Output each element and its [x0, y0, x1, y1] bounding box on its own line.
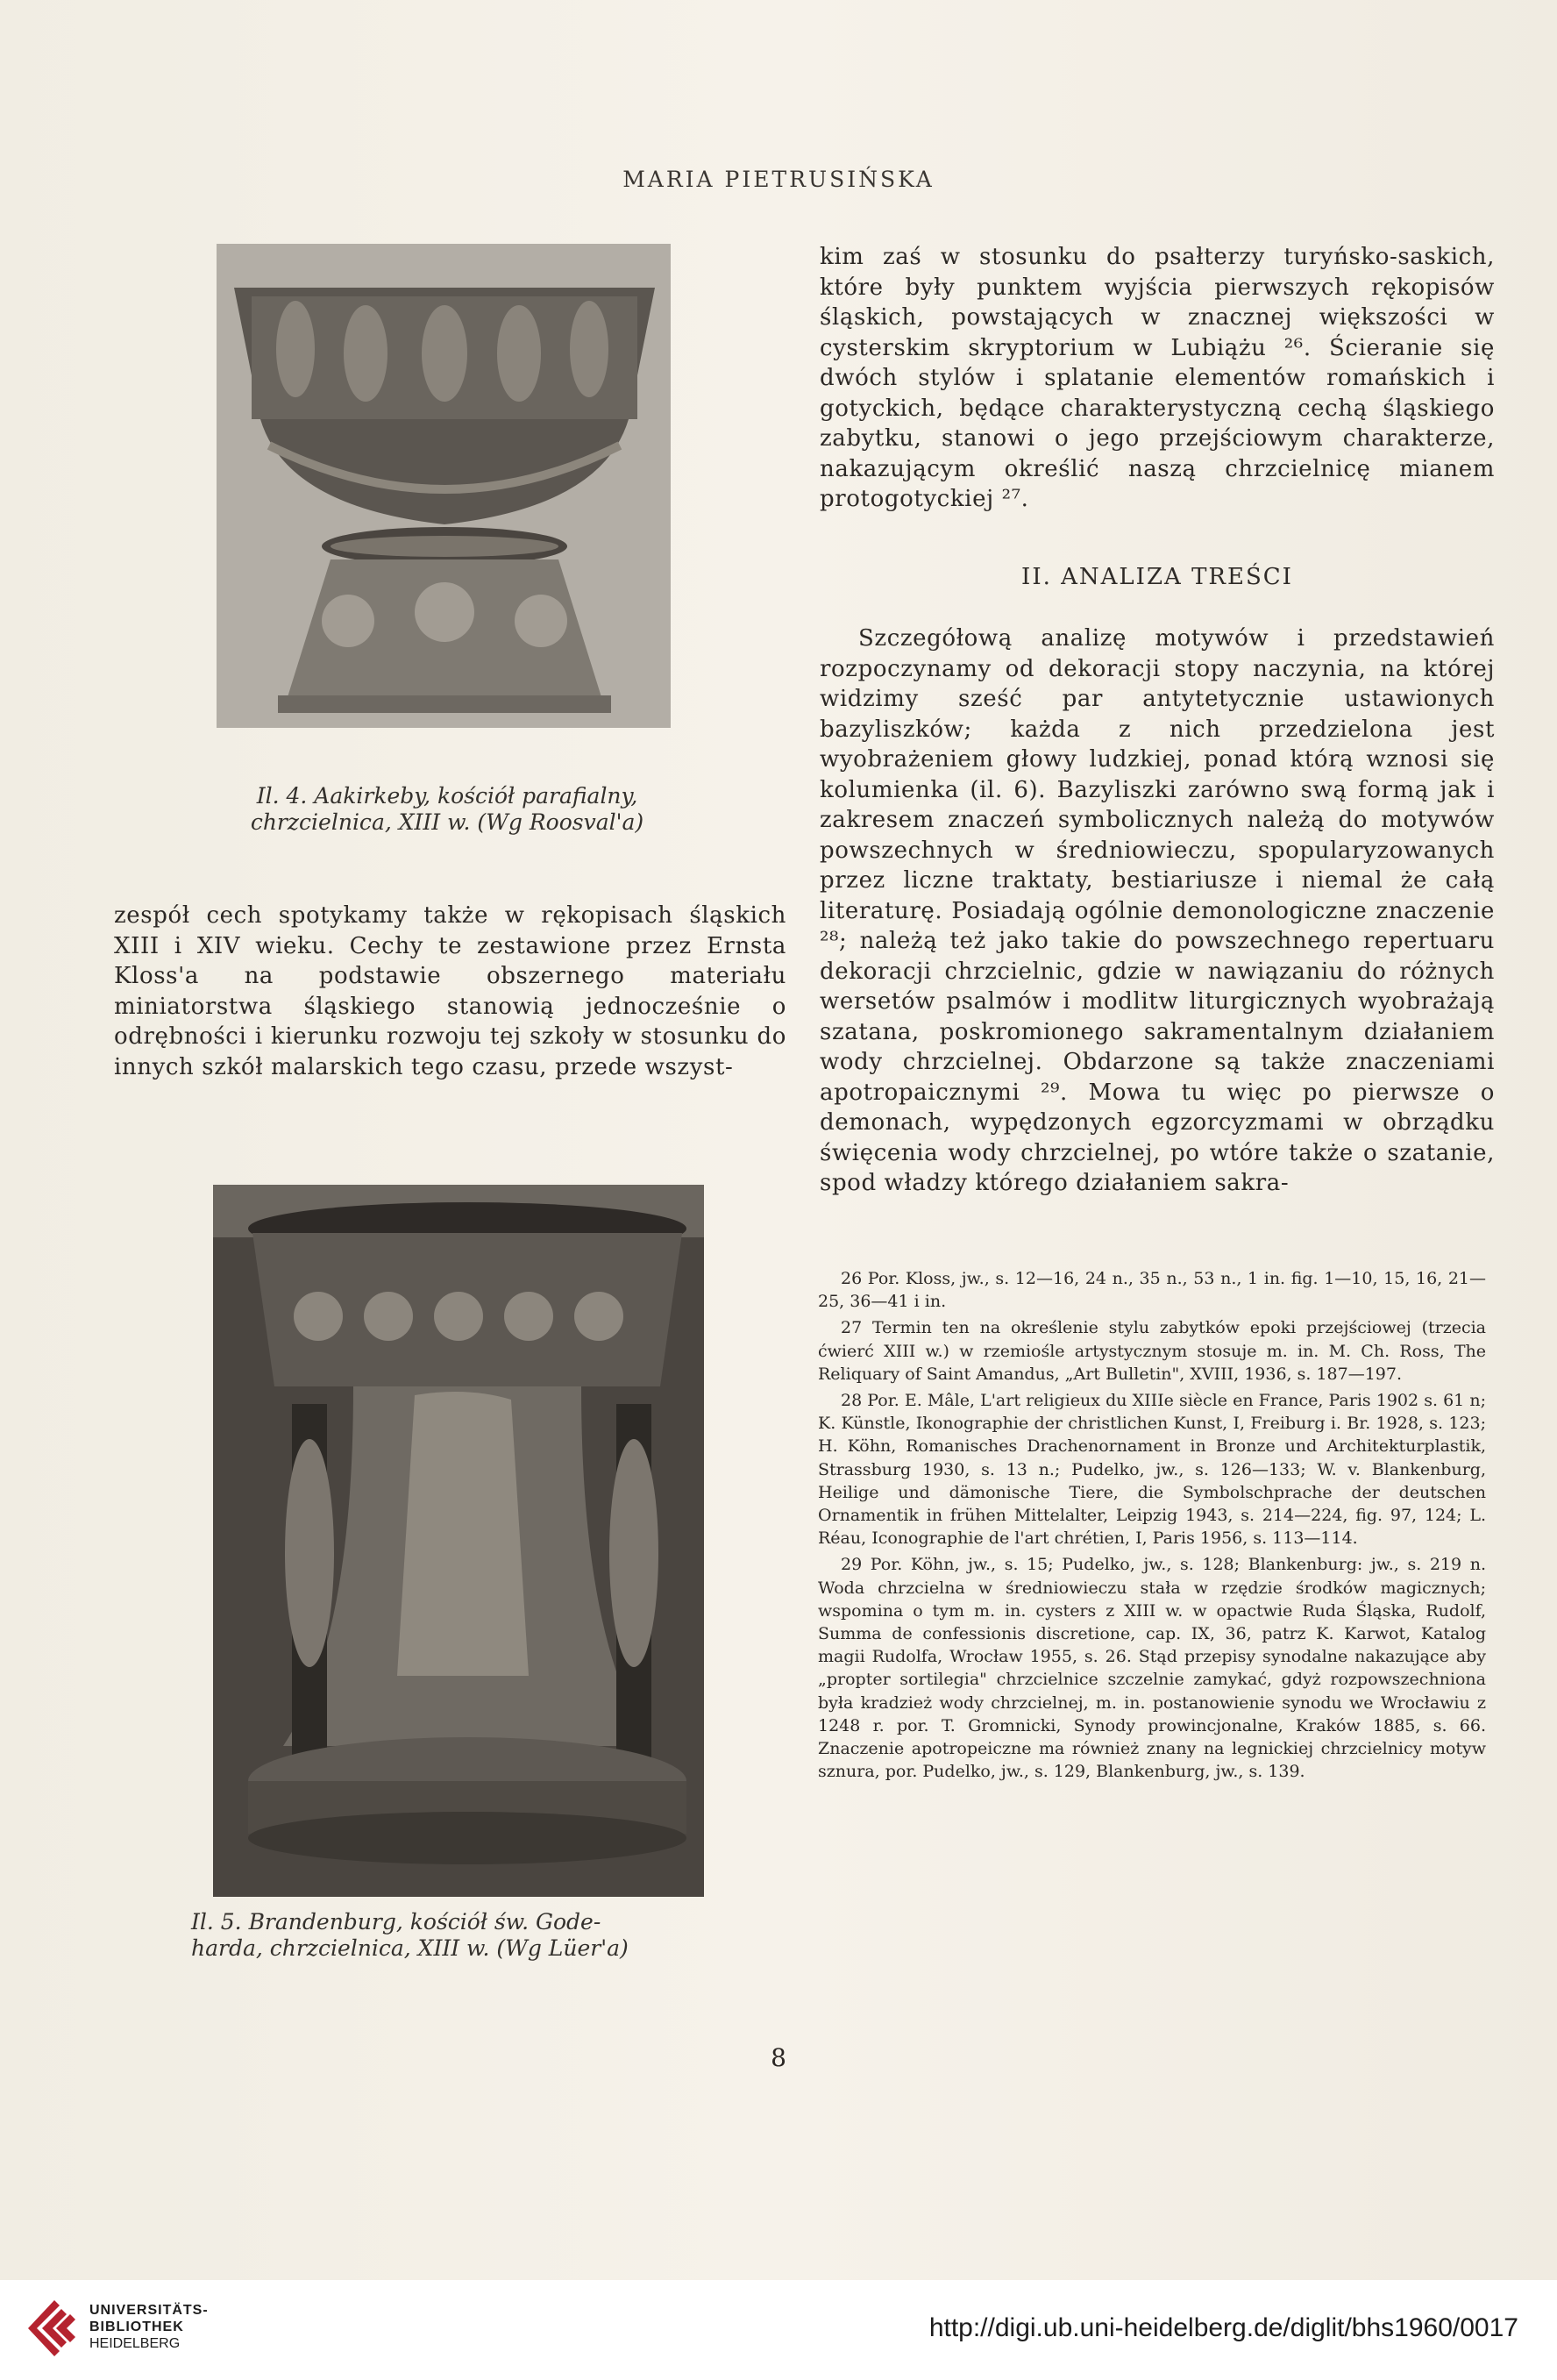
page-number: 8: [771, 2043, 786, 2072]
footnote-26: 26 Por. Kloss, jw., s. 12—16, 24 n., 35 n., 53 n., 1 in. fig. 1—10, 15, 16, 21—25, 36—41 i in.: [818, 1269, 1486, 1312]
right-paragraph-2: Szczegółową analizę motywów i przedstawień rozpoczynamy od dekoracji stopy naczynia, na której widzimy sześć par antytetycznie ustawionych bazyliszków; każda z nich przedzielona jest wyobrażeniem głowy ludzkiej, ponad którą wznosi się kolumienka (il. 6). Bazyliszki zarówno swą formą jak i zakresem znaczeń symbolicznych należą do motywów powszechnych w średniowieczu, spopularyzowanych przez liczne traktaty, bestiariusze i niemal że całą literaturę. Posiadają ogólnie demonologiczne znaczenie ²⁸; należą też jako takie do powszechnego repertuaru dekoracji chrzcielnic, gdzie w nawiązaniu do różnych wersetów psalmów i modlitw liturgicznych wyobrażają szatana, poskromionego sakramentalnym działaniem wody chrzcielnej. Obdarzone są także znaczeniami apotropaicznymi ²⁹. Mowa tu więc po pierwsze o demonach, wypędzonych egzorcyzmami w obrządku święcenia wody chrzcielnej, po wtóre także o szatanie, spod władzy którego działaniem sakra-: [820, 625, 1495, 1196]
library-logo-icon[interactable]: [19, 2293, 81, 2363]
running-head: MARIA PIETRUSIŃSKA: [622, 167, 935, 192]
right-column-text-top: [820, 242, 1495, 515]
footnotes: [818, 1267, 1486, 1786]
permalink-url[interactable]: http://digi.ub.uni-heidelberg.de/diglit/bhs1960/0017: [928, 2313, 1518, 2342]
library-line2: BIBLIOTHEK: [89, 2319, 184, 2334]
footnote-29: 29 Por. Köhn, jw., s. 15; Pudelko, jw., s. 128; Blankenburg: jw., s. 219 n. Woda chrzcielna w średniowieczu stała w rzędzie środków magicznych; wspomina o tym m. in. cysters z XIII w. w opactwie Ruda Śląska, Rudolf, Summa de confessionis discretione, cap. IX, 36, patrz K. Karwot, Katalog magii Rudolfa, Wrocław 1955, s. 26. Stąd przepisy synodalne nakazujące aby „propter sortilegia" chrzcielnice szczelnie zamykać, gdyż rozpowszechniona była kradzież wody chrzcielnej, m. in. postanowienie synodu we Wrocławiu z 1248 r. por. T. Gromnicki, Synody prowincjonalne, Kraków 1885, s. 66. Znaczenie apotropeiczne ma również znany na legnickiej chrzcielnicy motyw sznura, por. Pudelko, jw., s. 129, Blankenburg, jw., s. 139.: [818, 1555, 1486, 1782]
figure-5-photo: [213, 1185, 704, 1897]
left-column-text: [114, 901, 786, 1082]
library-line1: UNIVERSITÄTS-: [89, 2303, 209, 2318]
footnote-27: 27 Termin ten na określenie stylu zabytków epoki przejściowej (trzecia ćwierć XIII w.) w rzemiośle artystycznym stosuje m. in. M. Ch. Ross, The Reliquary of Saint Amandus, „Art Bulletin", XVIII, 1936, s. 187—197.: [818, 1318, 1486, 1384]
figure-4-caption: [175, 783, 719, 836]
figure-5-caption-line2: harda, chrzcielnica, XIII w. (Wg Lüer'a): [191, 1935, 629, 1961]
figure-5-caption-line1: Il. 5. Brandenburg, kościół św. Gode-: [191, 1909, 601, 1935]
figure-4-caption-line2: chrzcielnica, XIII w. (Wg Roosval'a): [250, 809, 644, 835]
section-heading: II. ANALIZA TREŚCI: [1021, 564, 1293, 590]
figure-4-caption-line1: Il. 4. Aakirkeby, kościół parafialny,: [256, 783, 638, 809]
left-paragraph: zespół cech spotykamy także w rękopisach śląskich XIII i XIV wieku. Cechy te zestawione przez Ernsta Kloss'a na podstawie obszernego materiału miniatorstwa śląskiego stanowią jednocześnie o odrębności i kierunku rozwoju tej szkoły w stosunku do innych szkół malarskich tego czasu, przede wszyst-: [114, 902, 786, 1080]
figure-5-caption: [191, 1909, 700, 1962]
footnote-28: 28 Por. E. Mâle, L'art religieux du XIIIe siècle en France, Paris 1902 s. 61 n; K. Künstle, Ikonographie der christlichen Kunst, I, Freiburg i. Br. 1928, s. 123; H. Köhn, Romanisches Drachenornament in Bronze und Architekturplastik, Strassburg 1930, s. 13 n.; Pudelko, jw., s. 126—133; W. v. Blankenburg, Heilige und dämonische Tiere, die Symbolschprache der deutschen Ornamentik in frühen Mittelalter, Leipzig 1943, s. 214—224, fig. 97, 124; L. Réau, Iconographie de l'art chrétien, I, Paris 1956, s. 113—114.: [818, 1391, 1486, 1549]
right-column-text-bottom: [820, 624, 1495, 1199]
font-illustration-2: [213, 1185, 704, 1897]
library-name[interactable]: [89, 2302, 209, 2352]
font-illustration: [217, 244, 671, 728]
right-paragraph-1: kim zaś w stosunku do psałterzy turyńsko-saskich, które były punktem wyjścia pierwszych rękopisów śląskich, powstających w znacznej większości w cysterskim skryptorium w Lubiążu ²⁶. Ścieranie się dwóch stylów i splatanie elementów romańskich i gotyckich, będące charakterystyczną cechą śląskiego zabytku, stanowi o jego przejściowym charakterze, nakazującym określić naszą chrzcielnicę mianem protogotyckiej ²⁷.: [820, 244, 1495, 512]
figure-4-photo: [217, 244, 671, 728]
footer-bar: [0, 2280, 1557, 2380]
library-line3: HEIDELBERG: [89, 2336, 181, 2351]
